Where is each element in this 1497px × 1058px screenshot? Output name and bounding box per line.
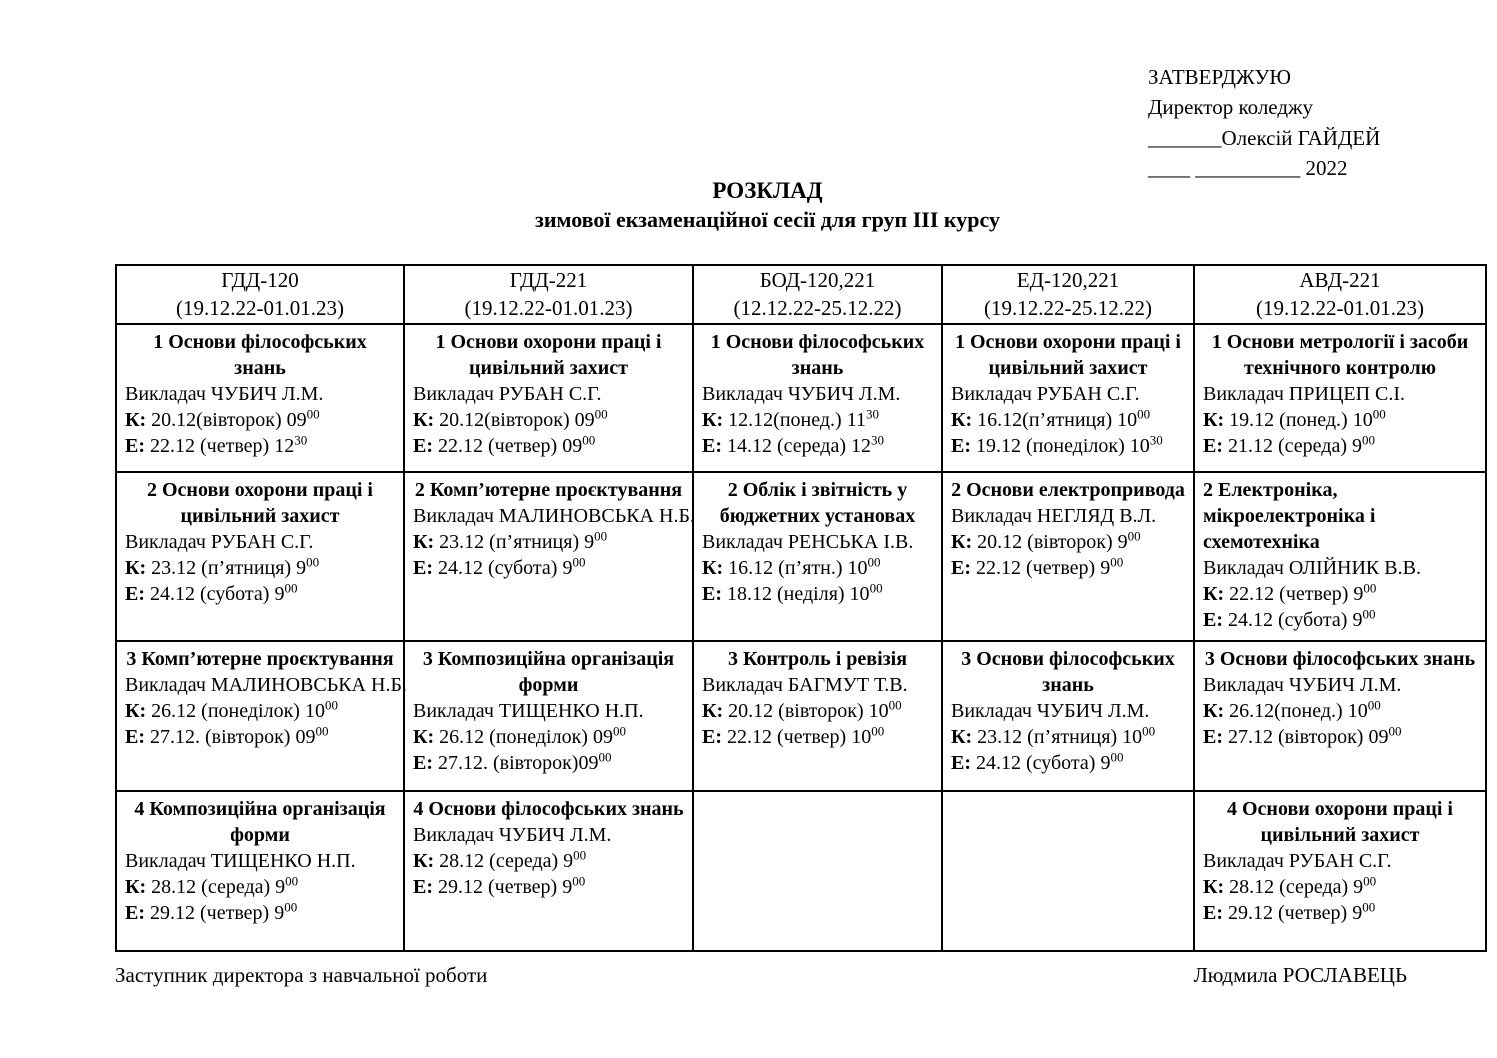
teacher-name: Викладач БАГМУТ Т.В.	[702, 673, 908, 696]
subject-title: 4 Композиційна організація форми	[134, 797, 386, 846]
subject-title: 1 Основи філософських знань	[710, 330, 925, 379]
teacher-name: Викладач ТИЩЕНКО Н.П.	[125, 849, 356, 872]
consultation-line: К: 23.12 (п’ятниця) $9^{00}$	[413, 528, 608, 553]
exam-cell	[404, 324, 693, 472]
exam-cell-empty	[942, 791, 1194, 951]
exam-row-2	[116, 472, 1486, 641]
teacher-name: Викладач РУБАН С.Г.	[413, 382, 602, 405]
teacher-name: Викладач ЧУБИЧ Л.М.	[125, 382, 324, 405]
exam-line: Е: 21.12 (середа) $9^{00}$	[1203, 432, 1375, 457]
subject-title: 1 Основи метрології і засоби технічного контролю	[1211, 330, 1469, 379]
consultation-line: К: 28.12 (середа) $9^{00}$	[1203, 873, 1377, 898]
subject-title: 1 Основи філософських знань	[153, 330, 367, 379]
consultation-line: К: 22.12 (четвер) $9^{00}$	[1203, 580, 1377, 605]
exam-cell	[1194, 324, 1486, 472]
exam-line: Е: 14.12 (середа) $12^{30}$	[702, 432, 884, 457]
subject-title: 2 Електроніка, мікроелектроніка і схемотехніка	[1203, 478, 1376, 553]
document-title	[115, 176, 1420, 234]
exam-cell	[404, 472, 693, 641]
exam-cell	[1194, 791, 1486, 951]
exam-cell	[693, 472, 942, 641]
teacher-name: Викладач РУБАН С.Г.	[125, 530, 314, 553]
subject-title: 3 Основи філософських знань	[1204, 647, 1476, 670]
subject-title: 3 Основи філософських знань	[961, 647, 1175, 696]
subject-title: 4 Основи філософських знань	[413, 797, 684, 820]
column-header-gdd-221	[404, 265, 693, 324]
group-name: ЕД-120,221	[1016, 268, 1120, 292]
subject-title: 2 Комп’ютерне проєктування	[414, 478, 683, 501]
approval-line-2: Директор коледжу	[1148, 95, 1314, 120]
exam-line: Е: 29.12 (четвер) $9^{00}$	[1203, 899, 1376, 924]
exam-line: Е: 24.12 (субота) $9^{00}$	[125, 580, 298, 605]
exam-line: Е: 27.12 (вівторок) $09^{00}$	[1203, 723, 1402, 748]
subject-title: 1 Основи охорони праці і цивільний захист	[435, 330, 662, 379]
approval-signature-line: _______Олексій ГАЙДЕЙ	[1148, 125, 1381, 150]
exam-cell	[942, 324, 1194, 472]
teacher-name: Викладач ОЛІЙНИК В.В.	[1203, 556, 1421, 579]
subject-title: 3 Композиційна організація форми	[422, 647, 675, 696]
consultation-line: К: 20.12 (вівторок) $9^{00}$	[951, 528, 1141, 553]
deputy-director-label: Заступник директора з навчальної роботи	[115, 963, 488, 987]
schedule-table	[115, 264, 1487, 952]
consultation-line: К: 19.12 (понед.) $10^{00}$	[1203, 406, 1386, 431]
subject-title: 2 Облік і звітність у бюджетних установах	[719, 478, 916, 527]
teacher-name: Викладач МАЛИНОВСЬКА Н.Б.	[413, 504, 695, 527]
exam-line: Е: 18.12 (неділя) $10^{00}$	[702, 580, 883, 605]
subject-title: 2 Основи охорони праці і цивільний захист	[147, 478, 373, 527]
exam-cell	[116, 791, 404, 951]
consultation-line: К: 23.12 (п’ятниця) $10^{00}$	[951, 723, 1156, 748]
consultation-line: К: 20.12(вівторок) $09^{00}$	[413, 406, 608, 431]
subject-title: 1 Основи охорони праці і цивільний захист	[955, 330, 1181, 379]
group-dates: (19.12.22-25.12.22)	[984, 296, 1152, 321]
group-name: АВД-221	[1299, 268, 1381, 292]
consultation-line: К: 12.12(понед.) $11^{30}$	[702, 406, 879, 431]
column-header-bod-120-221	[693, 265, 942, 324]
column-header-ed-120-221	[942, 265, 1194, 324]
exam-line: Е: 29.12 (четвер) $9^{00}$	[125, 899, 298, 924]
group-name: ГДД-221	[509, 268, 588, 292]
exam-line: Е: 27.12. (вівторок) $09^{00}$	[125, 723, 329, 748]
subject-title: 4 Основи охорони праці і цивільний захист	[1227, 797, 1453, 846]
consultation-line: К: 28.12 (середа) $9^{00}$	[125, 873, 299, 898]
consultation-line: К: 20.12(вівторок) $09^{00}$	[125, 406, 320, 431]
subject-title: 3 Комп’ютерне проєктування	[126, 647, 394, 670]
teacher-name: Викладач ЧУБИЧ Л.М.	[1203, 673, 1402, 696]
approval-line-1: ЗАТВЕРДЖУЮ	[1148, 65, 1291, 89]
exam-cell	[693, 324, 942, 472]
teacher-name: Викладач НЕГЛЯД В.Л.	[951, 504, 1157, 527]
teacher-name: Викладач ПРИЦЕП С.І.	[1203, 382, 1406, 405]
group-dates: (12.12.22-25.12.22)	[733, 296, 902, 321]
exam-cell	[942, 641, 1194, 791]
approval-date-line: ____ __________ 2022	[1148, 156, 1348, 181]
exam-cell	[1194, 472, 1486, 641]
group-name: ГДД-120	[221, 268, 299, 292]
header-row	[116, 265, 1486, 324]
teacher-name: Викладач ЧУБИЧ Л.М.	[413, 823, 612, 846]
consultation-line: К: 16.12(п’ятниця) $10^{00}$	[951, 406, 1151, 431]
exam-line: Е: 27.12. $(вівторок)09^{00}$	[413, 749, 612, 774]
exam-cell-empty	[693, 791, 942, 951]
exam-cell	[116, 472, 404, 641]
consultation-line: К: 26.12(понед.) $10^{00}$	[1203, 697, 1381, 722]
teacher-name: Викладач ЧУБИЧ Л.М.	[702, 382, 901, 405]
exam-line: Е: 24.12 (субота) $9^{00}$	[413, 554, 586, 579]
teacher-name: Викладач РУБАН С.Г.	[1203, 849, 1392, 872]
deputy-director-name: Людмила РОСЛАВЕЦЬ	[1193, 963, 1407, 987]
subject-title: 2 Основи електропривода	[951, 478, 1185, 501]
exam-row-1	[116, 324, 1486, 472]
teacher-name: Викладач РЕНСЬКА І.В.	[702, 530, 914, 553]
group-dates: (19.12.22-01.01.23)	[464, 296, 633, 321]
exam-line: Е: 24.12 (субота) $9^{00}$	[951, 749, 1124, 774]
consultation-line: К: 26.12 (понеділок) $09^{00}$	[413, 723, 626, 748]
exam-line: Е: 22.12 (четвер) $09^{00}$	[413, 432, 596, 457]
consultation-line: К: 16.12 (п’ятн.) $10^{00}$	[702, 554, 881, 579]
exam-row-3	[116, 641, 1486, 791]
exam-row-4	[116, 791, 1486, 951]
consultation-line: К: 28.12 (середа) $9^{00}$	[413, 847, 587, 872]
exam-cell	[404, 641, 693, 791]
consultation-line: К: 20.12 (вівторок) $10^{00}$	[702, 697, 902, 722]
teacher-name: Викладач РУБАН С.Г.	[951, 382, 1140, 405]
group-dates: (19.12.22-01.01.23)	[176, 296, 344, 321]
exam-line: Е: 22.12 (четвер) $10^{00}$	[702, 723, 885, 748]
exam-line: Е: 22.12 (четвер) $9^{00}$	[951, 554, 1124, 579]
title-line-2: зимової екзаменаційної сесії для груп ІІІ курсу	[535, 206, 1000, 232]
group-name: БОД-120,221	[759, 268, 876, 292]
exam-cell	[404, 791, 693, 951]
exam-line: Е: 29.12 (четвер) $9^{00}$	[413, 873, 586, 898]
teacher-name: Викладач ТИЩЕНКО Н.П.	[413, 699, 644, 722]
consultation-line: К: 26.12 (понеділок) $10^{00}$	[125, 697, 338, 722]
teacher-name: Викладач ЧУБИЧ Л.М.	[951, 699, 1150, 722]
consultation-line: К: 23.12 (п’ятниця) $9^{00}$	[125, 554, 320, 579]
exam-cell	[1194, 641, 1486, 791]
column-header-avd-221	[1194, 265, 1486, 324]
exam-line: Е: 24.12 (субота) $9^{00}$	[1203, 606, 1376, 631]
group-dates: (19.12.22-01.01.23)	[1256, 296, 1424, 321]
exam-cell	[116, 324, 404, 472]
approval-block	[1148, 62, 1380, 184]
exam-cell	[693, 641, 942, 791]
exam-line: Е: 19.12 (понеділок) $10^{30}$	[951, 432, 1163, 457]
exam-cell	[942, 472, 1194, 641]
exam-line: Е: 22.12 (четвер) $12^{30}$	[125, 432, 308, 457]
subject-title: 3 Контроль і ревізія	[727, 647, 908, 670]
column-header-gdd-120	[116, 265, 404, 324]
title-line-1: РОЗКЛАД	[712, 178, 823, 203]
teacher-name: Викладач МАЛИНОВСЬКА Н.Б.	[125, 673, 407, 696]
exam-cell	[116, 641, 407, 791]
